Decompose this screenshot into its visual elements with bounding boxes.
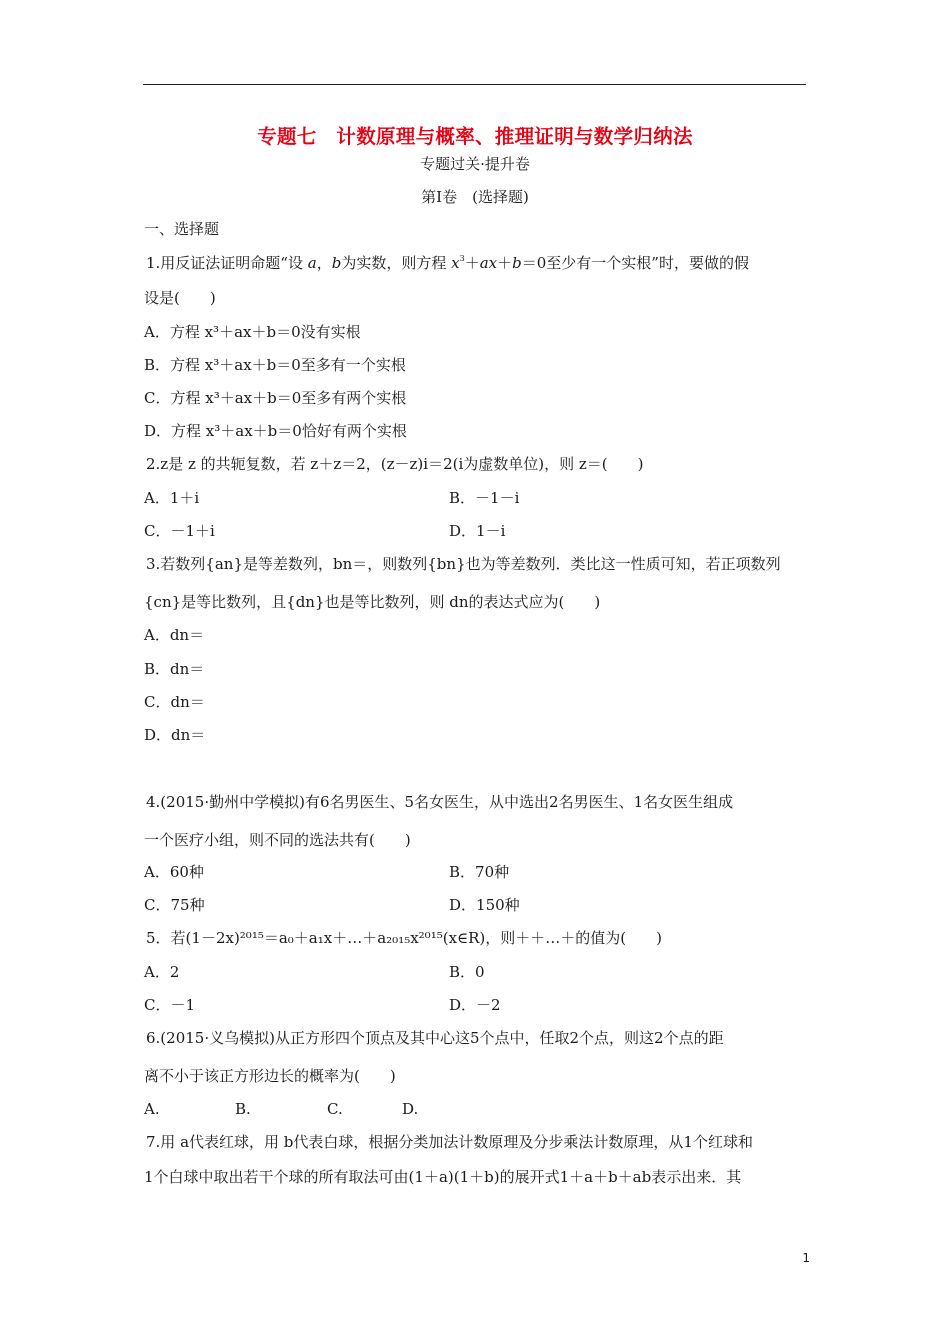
q4-stem-line1: 4.(2015·勤州中学模拟)有6名男医生、5名女医生，从中选出2名男医生、1名女医生组成 bbox=[146, 793, 734, 811]
q3-stem-line2: {cn}是等比数列，且{dn}也是等比数列，则 dn的表达式应为( ) bbox=[144, 593, 601, 611]
q6-option-a: A. bbox=[144, 1100, 160, 1118]
q4-option-a: A．60种 bbox=[144, 863, 204, 881]
page-number: 1 bbox=[802, 1251, 810, 1265]
q4-option-b: B．70种 bbox=[449, 863, 510, 881]
q4-option-d: D．150种 bbox=[449, 896, 520, 914]
q5-option-c: C．－1 bbox=[144, 996, 196, 1014]
q6-stem-line2: 离不小于该正方形边长的概率为( ) bbox=[144, 1067, 396, 1085]
q3-option-d: D．dn＝ bbox=[144, 726, 206, 744]
q2-stem: 2.z是 z 的共轭复数，若 z＋z＝2，(z－z)i＝2(i为虚数单位)，则 z＝( ) bbox=[146, 455, 644, 473]
q1-stem-line2: 设是( ) bbox=[144, 289, 216, 307]
q6-option-d: D. bbox=[402, 1100, 419, 1118]
q6-stem-line1: 6.(2015·义乌模拟)从正方形四个顶点及其中心这5个点中，任取2个点，则这2个点的距 bbox=[146, 1029, 724, 1047]
q6-option-b: B. bbox=[235, 1100, 251, 1118]
q1-option-c: C．方程 x³＋ax＋b＝0至多有两个实根 bbox=[144, 389, 407, 407]
section-heading: 一、选择题 bbox=[144, 220, 220, 238]
q4-option-c: C．75种 bbox=[144, 896, 205, 914]
q3-option-c: C．dn＝ bbox=[144, 693, 205, 711]
header-rule bbox=[143, 84, 806, 85]
q5-stem: 5．若(1－2x)²⁰¹⁵＝a₀＋a₁x＋…＋a₂₀₁₅x²⁰¹⁵(x∈R)，则＋＋…＋的值为( ) bbox=[146, 929, 662, 947]
q6-option-c: C. bbox=[327, 1100, 343, 1118]
q1-stem-line1: 1.用反证法证明命题“设 a，b为实数，则方程 $x^3+ax+b=0$至少有一个实根”时，要做的假 bbox=[146, 254, 749, 272]
q7-stem-line2: 1个白球中取出若干个球的所有取法可由(1＋a)(1＋b)的展开式1＋a＋b＋ab表示出来．其 bbox=[144, 1168, 742, 1186]
q2-option-d: D．1－i bbox=[449, 522, 506, 540]
q1-option-b: B．方程 x³＋ax＋b＝0至多有一个实根 bbox=[144, 356, 406, 374]
q3-option-a: A．dn＝ bbox=[144, 626, 205, 644]
q1-option-d: D．方程 x³＋ax＋b＝0恰好有两个实根 bbox=[144, 422, 407, 440]
q5-option-a: A．2 bbox=[144, 963, 180, 981]
page-title: 专题七 计数原理与概率、推理证明与数学归纳法 bbox=[257, 125, 693, 148]
q7-stem-line1: 7.用 a代表红球，用 b代表白球，根据分类加法计数原理及分步乘法计数原理，从1个红球和 bbox=[146, 1133, 753, 1151]
q3-stem-line1: 3.若数列{an}是等差数列，bn＝，则数列{bn}也为等差数列．类比这一性质可知，若正项数列 bbox=[146, 555, 781, 573]
q5-option-b: B．0 bbox=[449, 963, 485, 981]
q3-option-b: B．dn＝ bbox=[144, 660, 205, 678]
q2-option-c: C．－1＋i bbox=[144, 522, 215, 540]
q2-option-b: B．－1－i bbox=[449, 489, 520, 507]
volume-label: 第Ⅰ卷 (选择题) bbox=[421, 188, 529, 206]
q5-option-d: D．－2 bbox=[449, 996, 501, 1014]
q2-option-a: A．1＋i bbox=[144, 489, 200, 507]
q4-stem-line2: 一个医疗小组，则不同的选法共有( ) bbox=[144, 831, 411, 849]
page-subtitle: 专题过关·提升卷 bbox=[420, 155, 530, 173]
q1-option-a: A．方程 x³＋ax＋b＝0没有实根 bbox=[144, 323, 361, 341]
